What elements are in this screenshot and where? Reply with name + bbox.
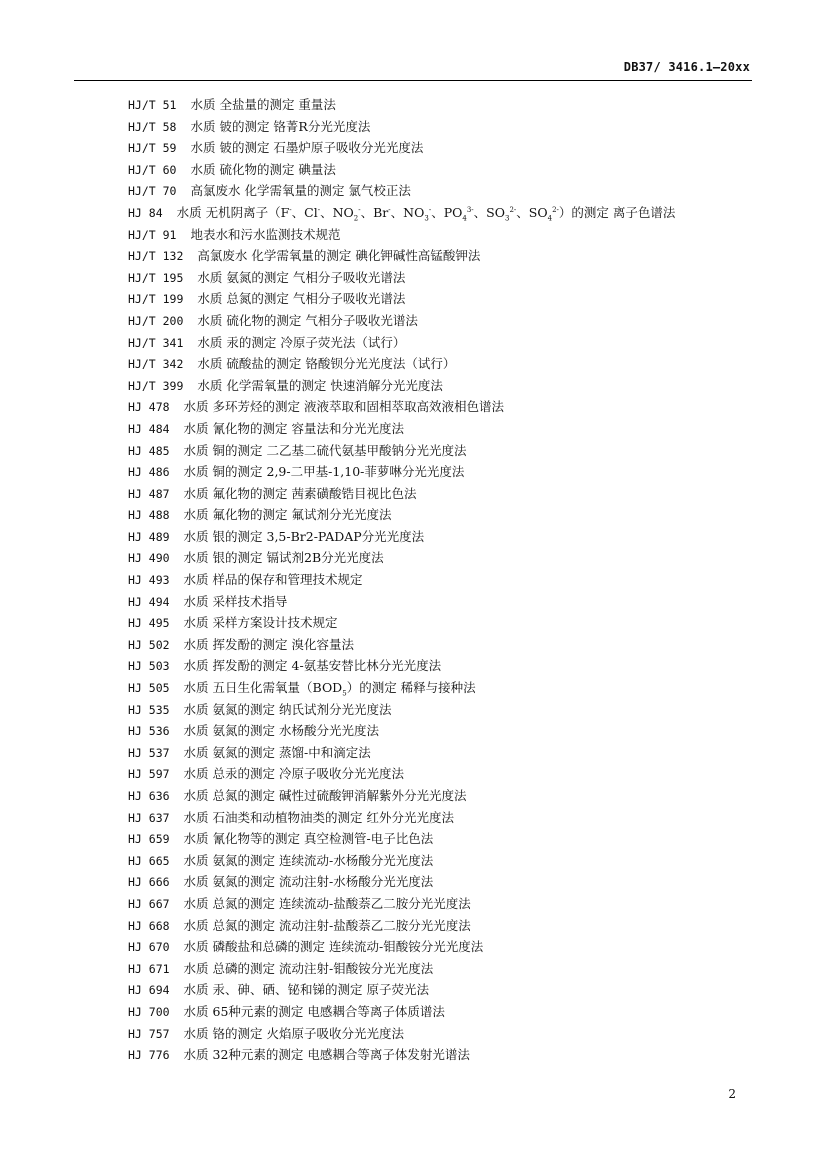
standard-title: 高氯废水 化学需氧量的测定 氯气校正法 (190, 183, 411, 199)
list-item (128, 202, 768, 224)
standard-code: HJ 637 (128, 810, 170, 825)
standard-code: HJ/T 200 (128, 313, 184, 328)
standard-title: 水质 铍的测定 石墨炉原子吸收分光光度法 (190, 140, 424, 156)
list-item (128, 763, 768, 785)
standard-code: HJ 503 (128, 659, 170, 674)
standard-code: HJ 490 (128, 551, 170, 566)
list-item (128, 547, 768, 569)
list-item (128, 850, 768, 872)
list-item (128, 353, 768, 375)
standard-title: 水质 氨氮的测定 气相分子吸收光谱法 (197, 269, 406, 285)
list-item (128, 288, 768, 310)
standard-code: HJ 536 (128, 724, 170, 739)
standard-code: HJ 502 (128, 637, 170, 652)
standard-title: 水质 无机阴离子（F-、Cl-、$NO_2^-$、Br-、$NO_3^-$、$PO_4^{3-}$、$SO_3^{2-}$、$SO_4^{2-}$）的测定 离子色谱法 (176, 204, 676, 223)
standard-code: HJ/T 91 (128, 227, 177, 242)
list-item (128, 310, 768, 332)
standard-code: HJ/T 199 (128, 292, 184, 307)
standard-code: HJ 700 (128, 1004, 170, 1019)
reference-list (128, 94, 768, 1066)
list-item (128, 634, 768, 656)
standard-title: 水质 硫酸盐的测定 铬酸钡分光光度法（试行） (197, 356, 456, 372)
standard-code: HJ 665 (128, 853, 170, 868)
standard-title: 水质 铍的测定 铬菁R分光光度法 (190, 118, 371, 134)
standard-title: 水质 汞的测定 冷原子荧光法（试行） (197, 334, 406, 350)
list-item (128, 461, 768, 483)
document-number-header: DB37/ 3416.1—20xx (623, 60, 750, 74)
list-item (128, 116, 768, 138)
standard-code: HJ 489 (128, 529, 170, 544)
list-item (128, 871, 768, 893)
list-item (128, 526, 768, 548)
list-item (128, 591, 768, 613)
standard-title: 水质 磷酸盐和总磷的测定 连续流动-钼酸铵分光光度法 (183, 939, 484, 955)
list-item (128, 375, 768, 397)
standard-code: HJ/T 70 (128, 184, 177, 199)
standard-title: 水质 总氮的测定 碱性过硫酸钾消解紫外分光光度法 (183, 788, 467, 803)
standard-code: HJ 487 (128, 486, 170, 501)
standard-title: 水质 采样方案设计技术规定 (183, 615, 338, 631)
standard-code: HJ 597 (128, 767, 170, 782)
standard-title: 水质 全盐量的测定 重量法 (190, 97, 336, 112)
standard-code: HJ 659 (128, 832, 170, 847)
standard-code: HJ 84 (128, 205, 163, 220)
standard-title: 水质 总氮的测定 流动注射-盐酸萘乙二胺分光光度法 (183, 917, 471, 933)
header-rule (74, 80, 752, 81)
list-item (128, 396, 768, 418)
standard-title: 水质 样品的保存和管理技术规定 (183, 572, 363, 588)
standard-title: 水质 氨氮的测定 蒸馏-中和滴定法 (183, 744, 371, 760)
page-number: 2 (728, 1087, 736, 1101)
standard-code: HJ/T 60 (128, 162, 177, 177)
list-item (128, 483, 768, 505)
list-item (128, 893, 768, 915)
standard-title: 水质 氰化物的测定 容量法和分光光度法 (183, 420, 404, 436)
standard-title: 水质 汞、砷、硒、铋和锑的测定 原子荧光法 (183, 982, 429, 998)
standard-code: HJ/T 195 (128, 270, 184, 285)
standard-code: HJ/T 132 (128, 249, 184, 264)
standard-title: 水质 氨氮的测定 水杨酸分光光度法 (183, 723, 379, 739)
list-item (128, 1001, 768, 1023)
standard-code: HJ 488 (128, 508, 170, 523)
standard-title: 水质 氟化物的测定 茜素磺酸锆目视比色法 (183, 485, 417, 501)
list-item (128, 742, 768, 764)
standard-title: 水质 多环芳烃的测定 液液萃取和固相萃取高效液相色谱法 (183, 399, 504, 415)
standard-title: 水质 硫化物的测定 气相分子吸收光谱法 (197, 312, 418, 328)
list-item (128, 807, 768, 829)
list-item (128, 720, 768, 742)
standard-title: 水质 银的测定 镉试剂2B分光光度法 (183, 550, 384, 566)
standard-code: HJ 493 (128, 573, 170, 588)
list-item (128, 828, 768, 850)
standard-code: HJ 668 (128, 918, 170, 933)
list-item (128, 224, 768, 246)
standard-title: 水质 化学需氧量的测定 快速消解分光光度法 (197, 377, 443, 393)
standard-code: HJ 535 (128, 702, 170, 717)
list-item (128, 569, 768, 591)
standard-code: HJ 776 (128, 1048, 170, 1063)
list-item (128, 936, 768, 958)
standard-title: 水质 硫化物的测定 碘量法 (190, 161, 336, 177)
standard-title: 水质 总汞的测定 冷原子吸收分光光度法 (183, 766, 404, 782)
standard-code: HJ/T 342 (128, 357, 184, 372)
standard-title: 水质 铬的测定 火焰原子吸收分光光度法 (183, 1025, 404, 1041)
standard-title: 水质 氨氮的测定 流动注射-水杨酸分光光度法 (183, 874, 434, 890)
standard-title: 水质 65种元素的测定 电感耦合等离子体质谱法 (183, 1003, 445, 1019)
list-item (128, 612, 768, 634)
standard-title: 水质 总氮的测定 气相分子吸收光谱法 (197, 291, 406, 307)
list-item (128, 94, 768, 116)
standard-title: 高氯废水 化学需氧量的测定 碘化钾碱性高锰酸钾法 (197, 248, 481, 264)
list-item (128, 137, 768, 159)
list-item (128, 958, 768, 980)
list-item (128, 1023, 768, 1045)
standard-code: HJ/T 51 (128, 98, 177, 112)
standard-title: 水质 32种元素的测定 电感耦合等离子体发射光谱法 (183, 1047, 470, 1063)
list-item (128, 979, 768, 1001)
standard-title: 水质 采样技术指导 (183, 593, 288, 609)
standard-code: HJ/T 341 (128, 335, 184, 350)
standard-title: 水质 银的测定 3,5-Br2-PADAP分光光度法 (183, 528, 425, 544)
standard-title: 水质 挥发酚的测定 4-氨基安替比林分光光度法 (183, 658, 442, 674)
standard-code: HJ 478 (128, 400, 170, 415)
standard-code: HJ 495 (128, 616, 170, 631)
standard-title: 水质 石油类和动植物油类的测定 红外分光光度法 (183, 809, 454, 825)
standard-code: HJ 486 (128, 465, 170, 480)
standard-title: 水质 总磷的测定 流动注射-钼酸铵分光光度法 (183, 960, 434, 976)
standard-title: 水质 氰化物等的测定 真空检测管-电子比色法 (183, 831, 434, 847)
list-item (128, 180, 768, 202)
standard-code: HJ/T 59 (128, 141, 177, 156)
standard-code: HJ 485 (128, 443, 170, 458)
list-item (128, 655, 768, 677)
list-item (128, 418, 768, 440)
standard-title: 水质 铜的测定 2,9-二甲基-1,10-菲萝啉分光光度法 (183, 464, 465, 480)
list-item (128, 677, 768, 699)
standard-code: HJ 757 (128, 1026, 170, 1041)
list-item (128, 332, 768, 354)
standard-title: 水质 氨氮的测定 纳氏试剂分光光度法 (183, 701, 392, 717)
standard-title: 水质 铜的测定 二乙基二硫代氨基甲酸钠分光光度法 (183, 442, 467, 458)
standard-title: 水质 挥发酚的测定 溴化容量法 (183, 636, 354, 652)
standard-code: HJ 494 (128, 594, 170, 609)
standard-code: HJ 505 (128, 681, 170, 696)
standard-code: HJ 666 (128, 875, 170, 890)
list-item (128, 1044, 768, 1066)
standard-title: 水质 氟化物的测定 氟试剂分光光度法 (183, 507, 392, 523)
standard-code: HJ/T 58 (128, 119, 177, 134)
standard-code: HJ 667 (128, 896, 170, 911)
list-item (128, 267, 768, 289)
standard-code: HJ 694 (128, 983, 170, 998)
standard-title: 水质 氨氮的测定 连续流动-水杨酸分光光度法 (183, 852, 434, 868)
standard-code: HJ 537 (128, 745, 170, 760)
standard-title: 水质 总氮的测定 连续流动-盐酸萘乙二胺分光光度法 (183, 895, 471, 911)
list-item (128, 159, 768, 181)
list-item (128, 699, 768, 721)
standard-title: 地表水和污水监测技术规范 (190, 226, 341, 242)
standard-code: HJ/T 399 (128, 378, 184, 393)
standard-title: 水质 五日生化需氧量$(BOD_5)$的测定 稀释与接种法 (183, 680, 476, 698)
list-item (128, 440, 768, 462)
list-item (128, 915, 768, 937)
standard-code: HJ 671 (128, 961, 170, 976)
standard-code: HJ 484 (128, 421, 170, 436)
standard-code: HJ 636 (128, 789, 170, 803)
standard-code: HJ 670 (128, 940, 170, 955)
list-item (128, 785, 768, 807)
list-item (128, 504, 768, 526)
list-item (128, 245, 768, 267)
